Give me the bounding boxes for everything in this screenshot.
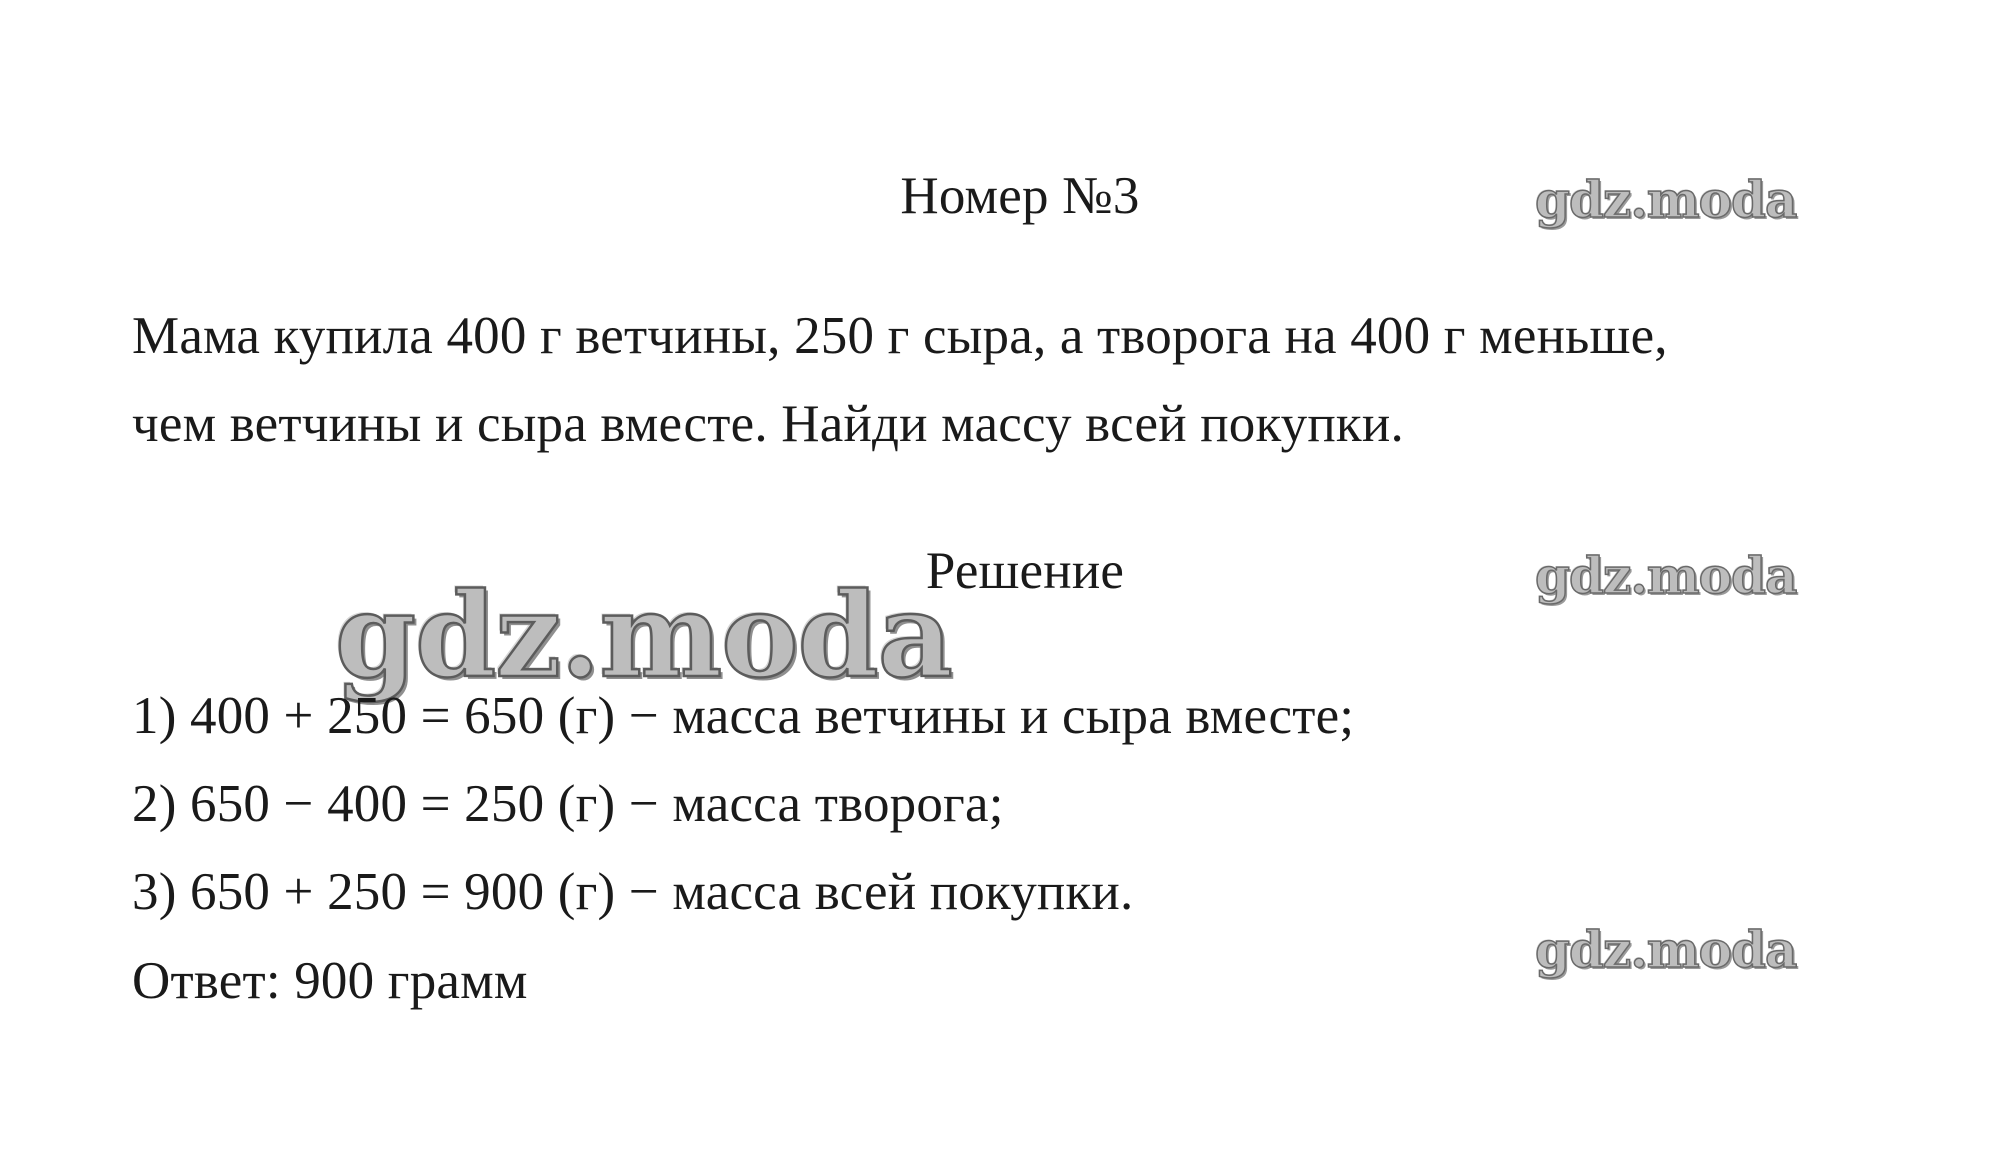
watermark-logo: gdz.moda (1535, 546, 1797, 605)
page-title: Номер №3 (900, 167, 1140, 225)
solution-step: 2) 650 − 400 = 250 (г) − масса творога; (132, 775, 1004, 833)
watermark-logo: gdz.moda (1535, 170, 1797, 229)
solution-heading: Решение (925, 542, 1125, 600)
watermark-logo-large: gdz.moda (335, 568, 952, 704)
problem-text-line: чем ветчины и сыра вместе. Найди массу всей покупки. (132, 395, 1404, 453)
watermark-logo: gdz.moda (1535, 920, 1797, 979)
solution-step: 3) 650 + 250 = 900 (г) − масса всей покупки. (132, 863, 1134, 921)
problem-text-line: Мама купила 400 г ветчины, 250 г сыра, а творога на 400 г меньше, (132, 307, 1668, 365)
answer-text: Ответ: 900 грамм (132, 952, 528, 1010)
solution-step: 1) 400 + 250 = 650 (г) − масса ветчины и сыра вместе; (132, 687, 1355, 745)
